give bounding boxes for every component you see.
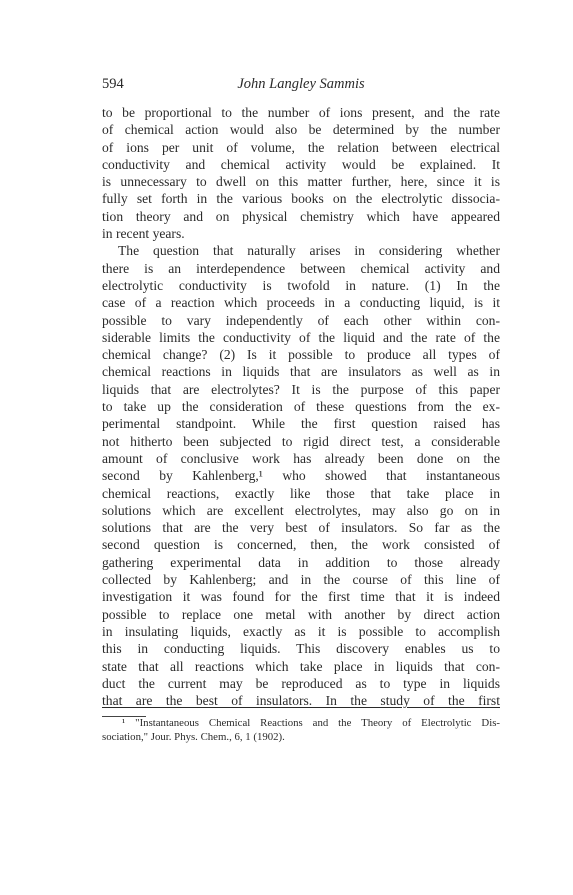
text-line: electrolytic conductivity is twofold in nature. (1) In the (102, 277, 500, 293)
running-title: John Langley Sammis (237, 76, 365, 92)
text-line: amount of conclusive work has already been done on the (102, 450, 500, 466)
text-line: is unnecessary to dwell on this matter further, here, since it is (102, 174, 500, 190)
text-line: The question that naturally arises in considering whether (118, 243, 500, 259)
text-line: chemical reactions in liquids that are insulators as well as in (102, 364, 500, 380)
footnote-line: ¹ "Instantaneous Chemical Reactions and the Theory of Electrolytic Dis- (122, 717, 500, 729)
text-line: chemical change? (2) Is it possible to produce all types of (102, 347, 500, 363)
text-line: in insulating liquids, exactly as it is possible to accomplish (102, 623, 500, 639)
text-line: to take up the consideration of these questions from the ex- (102, 399, 500, 415)
text-line: collected by Kahlenberg; and in the course of this line of (102, 572, 500, 588)
footnote-line: sociation," Jour. Phys. Chem., 6, 1 (1902). (102, 731, 285, 744)
text-line: to be proportional to the number of ions present, and the rate (102, 105, 500, 120)
text-line: of chemical action would also be determined by the number (102, 122, 500, 138)
paragraph-2 (102, 242, 500, 709)
text-line: liquids that are electrolytes? It is the purpose of this paper (102, 381, 500, 397)
text-line: not hitherto been subjected to rigid direct test, a considerable (102, 433, 500, 449)
text-line: second by Kahlenberg,¹ who showed that instantaneous (102, 468, 500, 484)
text-line: fully set forth in the various books on the electrolytic dissocia- (102, 191, 500, 207)
page-number: 594 (102, 76, 124, 92)
paragraph-1 (102, 104, 500, 242)
text-line: state that all reactions which take place in liquids that con- (102, 658, 500, 674)
text-line: solutions that are the very best of insulators. So far as the (102, 520, 500, 536)
text-line: conductivity and chemical activity would be explained. It (102, 156, 500, 172)
text-line: there is an interdependence between chemical activity and (102, 260, 500, 276)
text-line: duct the current may be reproduced as to type in liquids (102, 675, 500, 691)
text-line: investigation it was found for the first time that it is indeed (102, 589, 500, 605)
body-text (102, 104, 500, 709)
footnote (102, 716, 500, 744)
text-line: of ions per unit of volume, the relation between electrical (102, 139, 500, 155)
text-line: siderable limits the conductivity of the liquid and the rate of the (102, 329, 500, 345)
page-header (102, 76, 500, 96)
text-line: possible to replace one metal with another by direct action (102, 606, 500, 622)
text-line: tion theory and on physical chemistry which have appeared (102, 208, 500, 224)
text-line: that are the best of insulators. In the study of the first (102, 693, 500, 709)
text-line: possible to vary independently of each other within con- (102, 312, 500, 328)
text-line: perimental standpoint. While the first question raised has (102, 416, 500, 432)
text-line: this in conducting liquids. This discovery enables us to (102, 641, 500, 657)
text-line: case of a reaction which proceeds in a conducting liquid, is it (102, 295, 500, 311)
text-line: chemical reactions, exactly like those that take place in (102, 485, 500, 501)
text-line: solutions which are excellent electrolytes, may also go on in (102, 502, 500, 518)
text-line: gathering experimental data in addition to those already (102, 554, 500, 570)
text-line: in recent years. (102, 226, 185, 242)
text-line: second question is concerned, then, the work consisted of (102, 537, 500, 553)
